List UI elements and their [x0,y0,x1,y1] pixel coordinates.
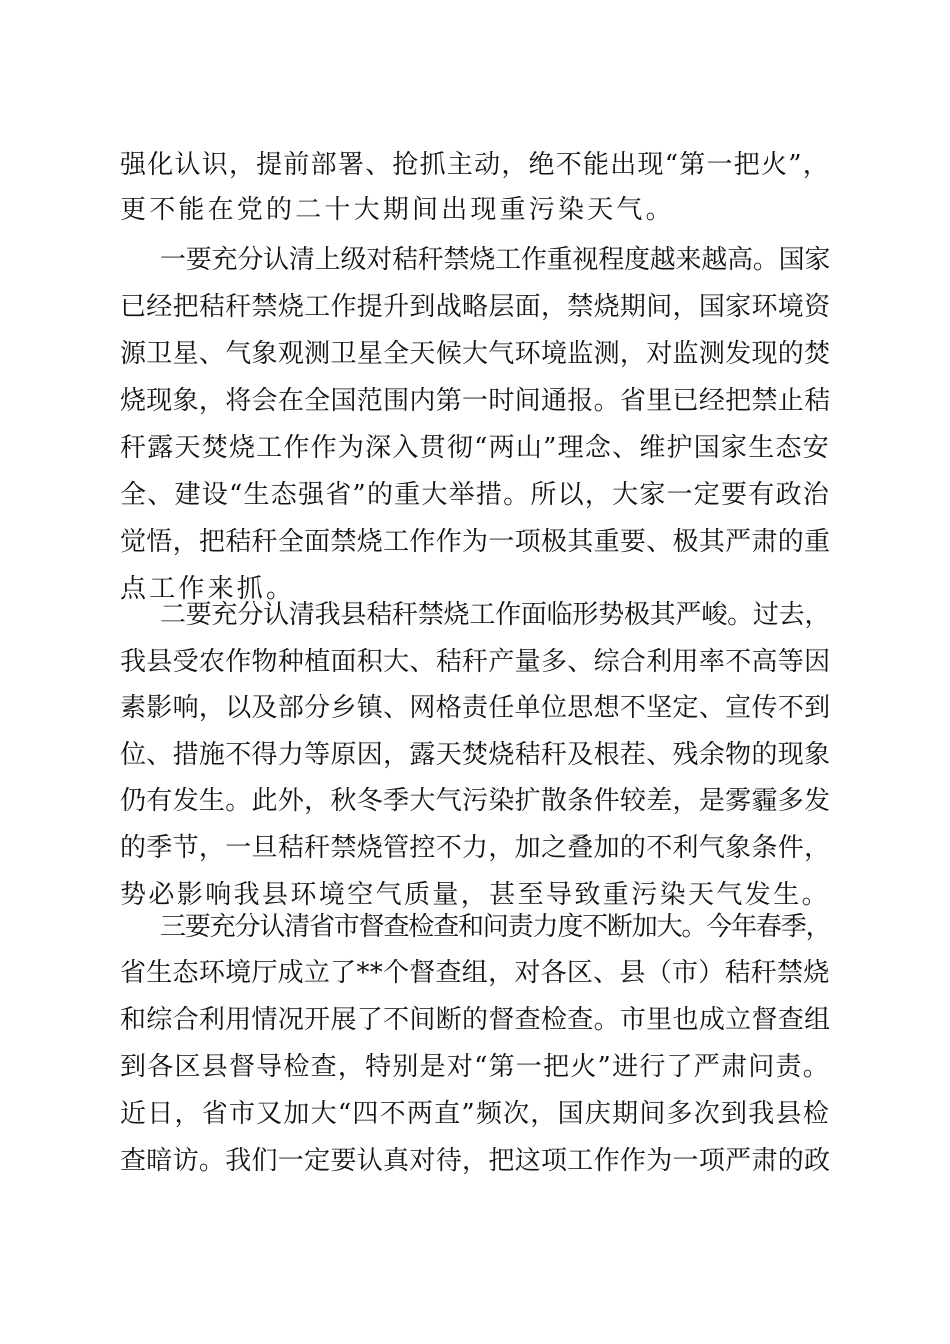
body-text-line: 已经把秸秆禁烧工作提升到战略层面，禁烧期间，国家环境资 [120,292,831,322]
paragraph-3-heading-line: 三要充分认清省市督查检查和问责力度不断加大。今年春季， [160,912,831,942]
body-text-line: 省生态环境厅成立了**个督查组，对各区、县（市）秸秆禁烧 [120,958,830,988]
paragraph-2-heading-line: 二要充分认清我县秸秆禁烧工作面临形势极其严峻。过去， [160,600,831,630]
body-text-line: 全、建设“生态强省”的重大举措。所以，大家一定要有政治 [120,480,830,510]
body-text-line: 觉悟，把秸秆全面禁烧工作作为一项极其重要、极其严肃的重 [120,527,831,557]
body-text-line: 位、措施不得力等原因，露天焚烧秸秆及根茬、残余物的现象 [120,740,831,770]
body-text-line: 和综合利用情况开展了不间断的督查检查。市里也成立督查组 [120,1005,831,1035]
body-text-line: 源卫星、气象观测卫星全天候大气环境监测，对监测发现的焚 [120,339,831,369]
body-text-line: 的季节，一旦秸秆禁烧管控不力，加之叠加的不利气象条件， [120,833,831,863]
body-text-line: 强化认识，提前部署、抢抓主动，绝不能出现“第一把火”， [120,150,830,180]
body-text-line: 更不能在党的二十大期间出现重污染天气。 [120,195,675,225]
paragraph-1-heading-line: 一要充分认清上级对秸秆禁烧工作重视程度越来越高。国家 [160,245,831,275]
body-text-line: 秆露天焚烧工作作为深入贯彻“两山”理念、维护国家生态安 [120,433,830,463]
body-text-line: 仍有发生。此外，秋冬季大气污染扩散条件较差，是雾霾多发 [120,786,831,816]
body-text-line: 素影响，以及部分乡镇、网格责任单位思想不坚定、宣传不到 [120,693,831,723]
body-text-line: 近日，省市又加大“四不两直”频次，国庆期间多次到我县检 [120,1099,830,1129]
body-text-line: 我县受农作物种植面积大、秸秆产量多、综合利用率不高等因 [120,647,831,677]
body-text-line: 查暗访。我们一定要认真对待，把这项工作作为一项严肃的政 [120,1146,831,1176]
body-text-line: 点工作来抓。 [120,574,296,604]
body-text-line: 势必影响我县环境空气质量，甚至导致重污染天气发生。 [120,880,831,910]
body-text-line: 烧现象，将会在全国范围内第一时间通报。省里已经把禁止秸 [120,386,831,416]
body-text-line: 到各区县督导检查，特别是对“第一把火”进行了严肃问责。 [120,1052,830,1082]
